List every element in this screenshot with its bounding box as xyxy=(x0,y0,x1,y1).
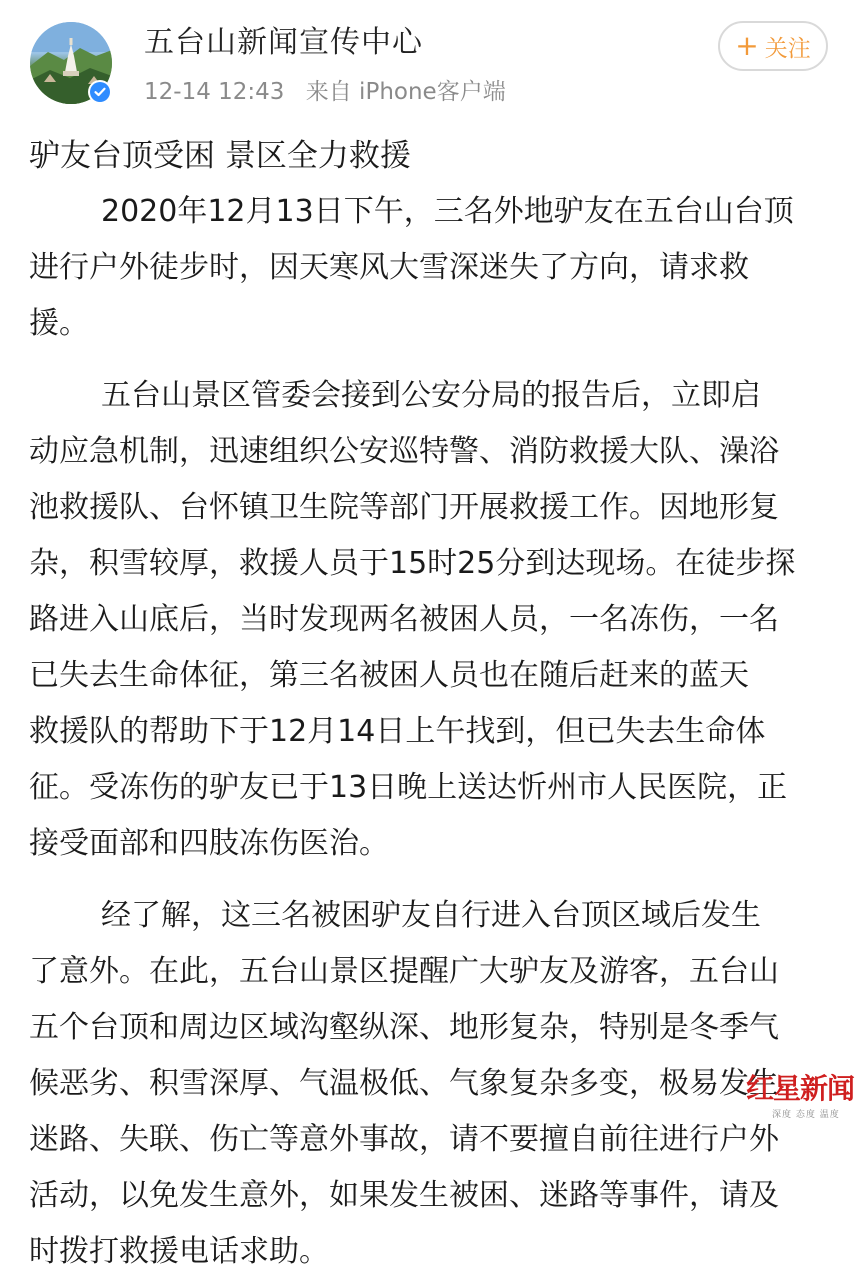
paragraph-line: 动应急机制，迅速组织公安巡特警、消防救援大队、澡浴 xyxy=(29,434,779,469)
paragraph-line: 救援队的帮助下于12月14日上午找到，但已失去生命体 xyxy=(29,714,766,749)
post-meta xyxy=(144,77,506,107)
paragraph-line: 候恶劣、积雪深厚、气温极低、气象复杂多变，极易发生 xyxy=(29,1066,779,1101)
paragraph-line: 五台山景区管委会接到公安分局的报告后，立即启 xyxy=(101,378,761,413)
paragraph-1 xyxy=(29,184,829,352)
watermark-main: 红星新闻 xyxy=(746,1072,855,1105)
paragraph-line: 征。受冻伤的驴友已于13日晚上送达忻州市人民医院，正 xyxy=(29,770,788,805)
paragraph-line: 2020年12月13日下午，三名外地驴友在五台山台顶 xyxy=(101,194,794,229)
plus-icon: + xyxy=(735,29,759,62)
paragraph-line: 五个台顶和周边区域沟壑纵深、地形复杂，特别是冬季气 xyxy=(29,1010,779,1045)
account-name[interactable]: 五台山新闻宣传中心 xyxy=(144,25,423,60)
paragraph-line: 池救援队、台怀镇卫生院等部门开展救援工作。因地形复 xyxy=(29,490,779,525)
paragraph-line: 经了解，这三名被困驴友自行进入台顶区域后发生 xyxy=(101,898,761,933)
paragraph-line: 杂，积雪较厚，救援人员于15时25分到达现场。在徒步探 xyxy=(29,546,796,581)
verified-badge-icon xyxy=(88,80,112,104)
post-time: 12-14 12:43 xyxy=(144,79,285,105)
post-body xyxy=(29,128,829,1280)
paragraph-line: 已失去生命体征，第三名被困人员也在随后赶来的蓝天 xyxy=(29,658,749,693)
paragraph-line: 活动，以免发生意外，如果发生被困、迷路等事件，请及 xyxy=(29,1178,779,1213)
watermark-sub: 深度 态度 温度 xyxy=(772,1110,840,1120)
paragraph-2 xyxy=(29,368,829,872)
follow-button[interactable] xyxy=(718,21,828,71)
paragraph-3 xyxy=(29,888,829,1280)
post-source: 来自 iPhone客户端 xyxy=(305,79,506,105)
article-headline: 驴友台顶受困 景区全力救援 xyxy=(29,138,411,174)
paragraph-line: 路进入山底后，当时发现两名被困人员，一名冻伤，一名 xyxy=(29,602,779,637)
paragraph-line: 进行户外徒步时，因天寒风大雪深迷失了方向，请求救 xyxy=(29,250,749,285)
post-header xyxy=(0,0,860,125)
paragraph-line: 时拨打救援电话求助。 xyxy=(29,1234,329,1269)
follow-label: 关注 xyxy=(764,35,811,62)
paragraph-line: 迷路、失联、伤亡等意外事故，请不要擅自前往进行户外 xyxy=(29,1122,779,1157)
watermark-logo xyxy=(746,1072,855,1128)
paragraph-line: 接受面部和四肢冻伤医治。 xyxy=(29,826,389,861)
paragraph-line: 了意外。在此，五台山景区提醒广大驴友及游客，五台山 xyxy=(29,954,779,989)
paragraph-line: 援。 xyxy=(29,306,89,341)
